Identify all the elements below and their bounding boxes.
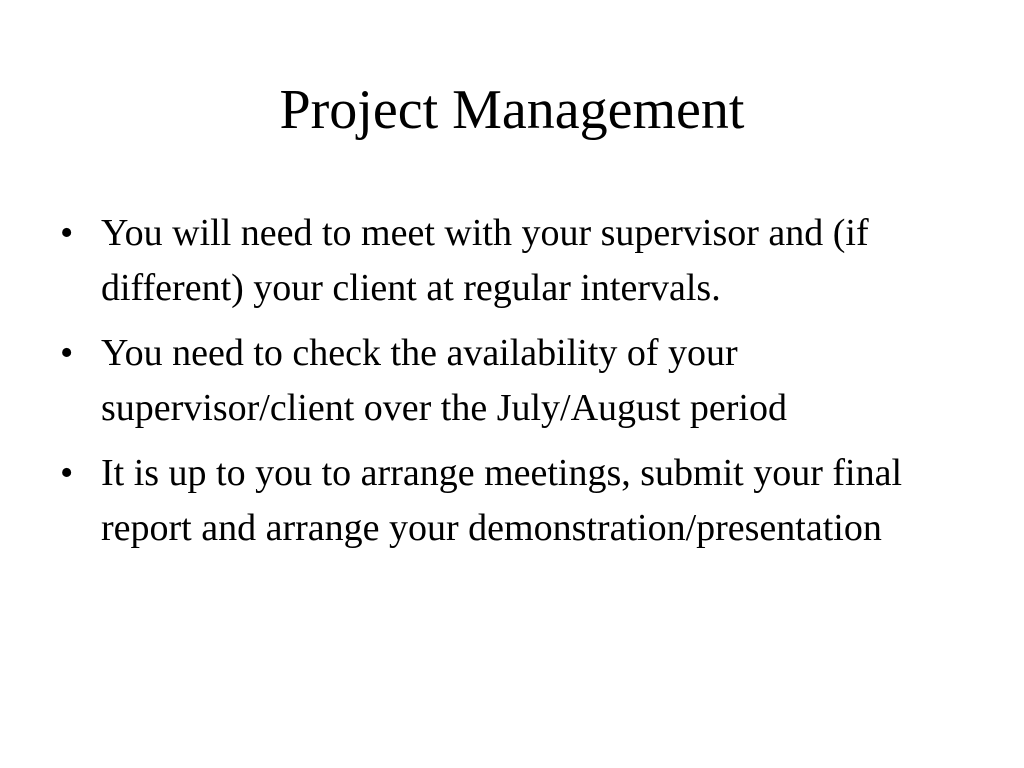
bullet-text: You need to check the availability of your supervisor/client over the July/August period bbox=[101, 332, 787, 429]
bullet-item bbox=[56, 446, 956, 556]
bullet-item bbox=[56, 326, 956, 436]
bullet-text: You will need to meet with your supervisor and (if different) your client at regular intervals. bbox=[101, 212, 869, 309]
bullet-dot-icon: • bbox=[60, 452, 74, 494]
bullet-list bbox=[56, 206, 956, 566]
bullet-text: It is up to you to arrange meetings, submit your final report and arrange your demonstration/presentation bbox=[101, 452, 903, 549]
slide-title: Project Management bbox=[279, 79, 745, 141]
bullet-dot-icon: • bbox=[60, 212, 74, 254]
bullet-dot-icon: • bbox=[60, 332, 74, 374]
bullet-item bbox=[56, 206, 956, 316]
